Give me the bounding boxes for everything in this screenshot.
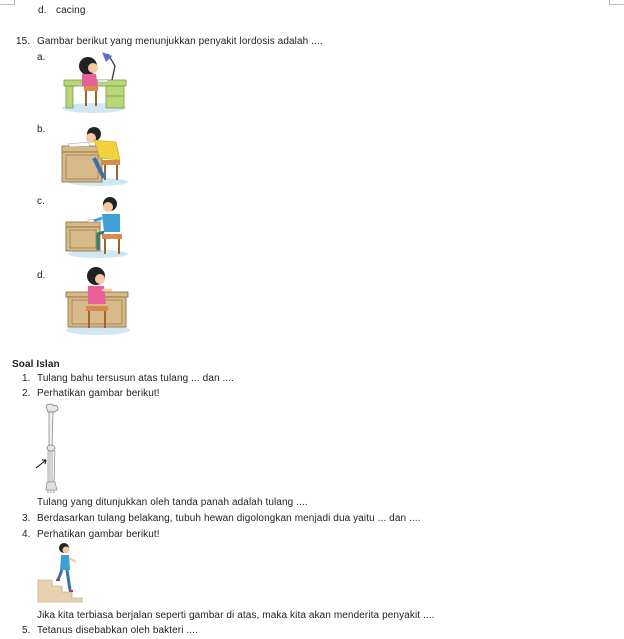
q15-option-c-label: c. (37, 196, 45, 207)
top-left-border (0, 0, 15, 5)
q4-followup-text: Jika kita terbiasa berjalan seperti gambar di atas, maka kita akan menderita penyakit .... (37, 610, 435, 621)
q1-text: Tulang bahu tersusun atas tulang ... dan .... (37, 373, 235, 384)
leg-bone-illustration (36, 402, 76, 494)
q2-text: Perhatikan gambar berikut! (37, 388, 160, 399)
option-b-illustration (58, 122, 130, 186)
stairs-walking-illustration (38, 542, 88, 602)
option-c-illustration (58, 194, 130, 258)
q2-number: 2. (22, 388, 31, 399)
q4-text: Perhatikan gambar berikut! (37, 529, 160, 540)
q3-text: Berdasarkan tulang belakang, tubuh hewan digolongkan menjadi dua yaitu ... dan .... (37, 513, 421, 524)
section-title: Soal Islan (12, 359, 60, 370)
q1-number: 1. (22, 373, 31, 384)
q2-followup-text: Tulang yang ditunjukkan oleh tanda panah adalah tulang .... (37, 497, 308, 508)
q15-option-a-label: a. (37, 52, 46, 63)
q3-number: 3. (22, 513, 31, 524)
q15-option-b-label: b. (37, 124, 46, 135)
option-d-illustration (58, 266, 134, 336)
option-a-illustration (58, 50, 130, 114)
q5-text: Tetanus disebabkan oleh bakteri .... (37, 625, 198, 636)
prev-option-d-text: cacing (56, 5, 86, 16)
q15-text: Gambar berikut yang menunjukkan penyakit lordosis adalah .... (37, 36, 323, 47)
top-right-border (609, 0, 624, 5)
prev-option-d-label: d. (38, 5, 47, 16)
q4-number: 4. (22, 529, 31, 540)
q5-number: 5. (22, 625, 31, 636)
q15-number: 15. (16, 36, 31, 47)
q15-option-d-label: d. (37, 270, 46, 281)
